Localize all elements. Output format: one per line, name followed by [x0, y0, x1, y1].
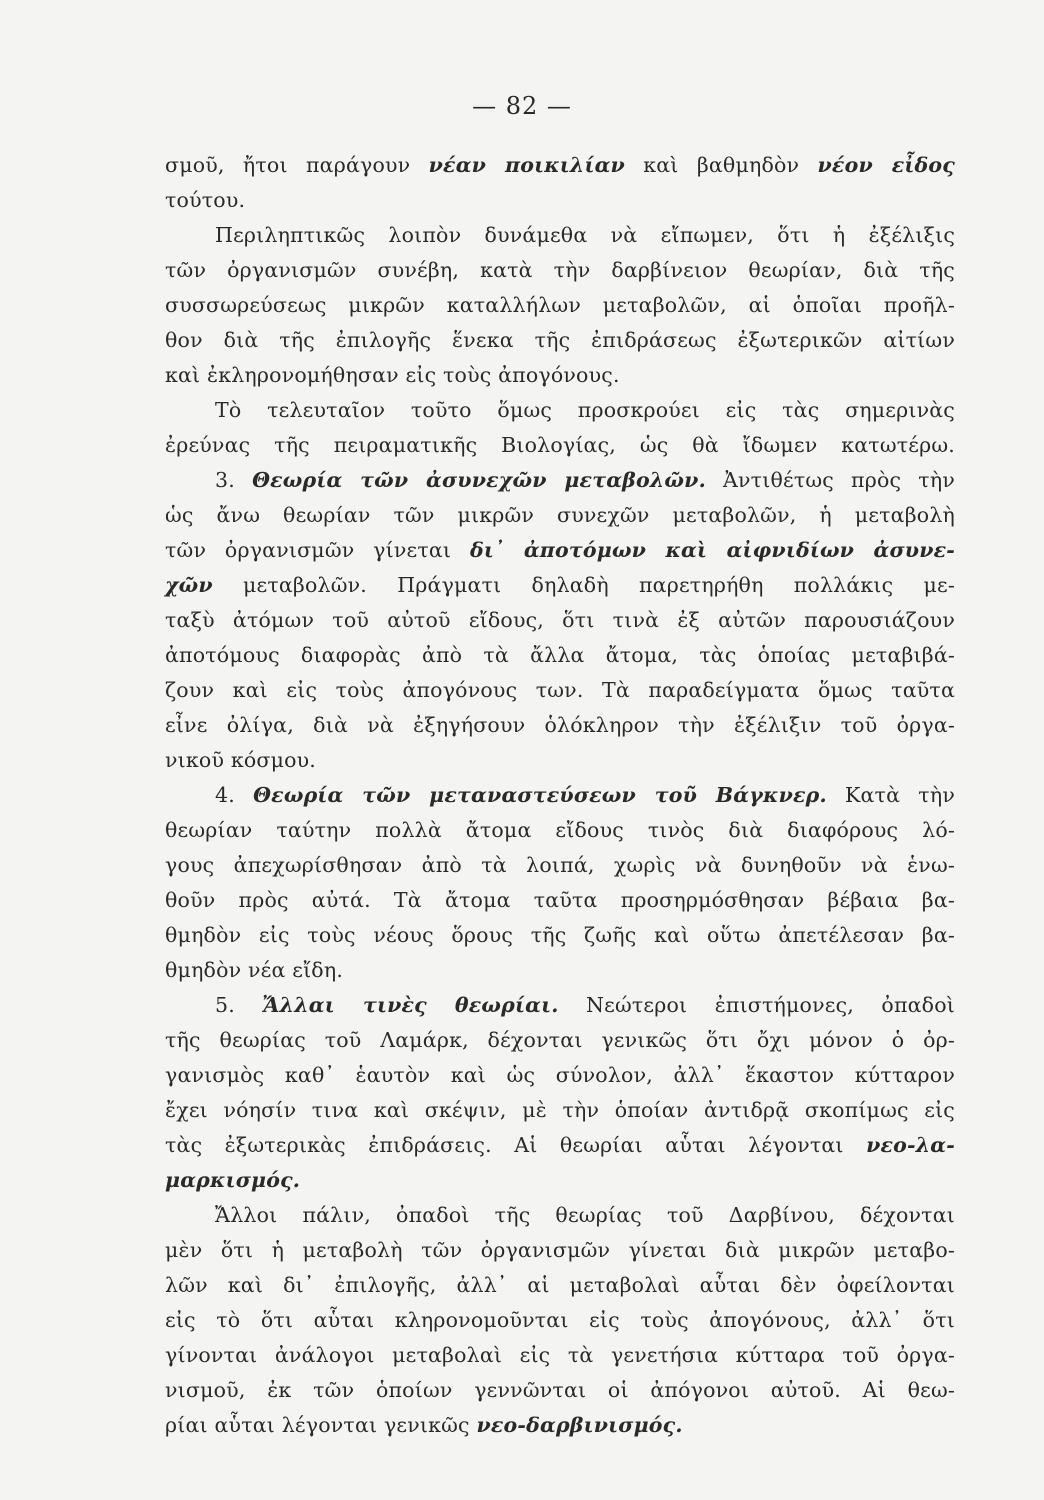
- body-text: [165, 148, 955, 1443]
- text-line: γίνονται ἀνάλογοι μεταβολαὶ εἰς τὰ γενετήσια κύτταρα τοῦ ὀργα-: [165, 1343, 955, 1367]
- text-line: συσσωρεύσεως μικρῶν καταλλήλων μεταβολῶν, αἱ ὁποῖαι προῆλ-: [165, 293, 955, 317]
- text-line: μαρκισμός.: [165, 1168, 301, 1192]
- text-line: θμηδὸν νέα εἴδη.: [165, 958, 344, 982]
- text-line: Ἄλλοι πάλιν, ὀπαδοὶ τῆς θεωρίας τοῦ Δαρβίνου, δέχονται: [215, 1203, 955, 1227]
- text-line: τούτου.: [165, 188, 246, 212]
- text-line: ἀποτόμους διαφορὰς ἀπὸ τὰ ἄλλα ἄτομα, τὰς ὁποίας μεταβιβά-: [165, 643, 955, 667]
- section-heading-4: 4. Θεωρία τῶν μεταναστεύσεων τοῦ Βάγκνερ. Κατὰ τὴν: [215, 783, 955, 807]
- text-line: τὰς ἐξωτερικὰς ἐπιδράσεις. Αἱ θεωρίαι αὗται λέγονται νεο-λα-: [165, 1133, 955, 1157]
- text-line: εἶνε ὀλίγα, διὰ νὰ ἐξηγήσουν ὁλόκληρον τὴν ἐξέλιξιν τοῦ ὀργα-: [165, 713, 955, 737]
- text-line: καὶ ἐκληρονομήθησαν εἰς τοὺς ἀπογόνους.: [165, 363, 620, 387]
- text-line: ὡς ἄνω θεωρίαν τῶν μικρῶν συνεχῶν μεταβολῶν, ἡ μεταβολὴ: [165, 503, 955, 527]
- text-line: Τὸ τελευταῖον τοῦτο ὅμως προσκρούει εἰς τὰς σημερινὰς: [215, 398, 955, 422]
- text-line: τῆς θεωρίας τοῦ Λαμάρκ, δέχονται γενικῶς ὅτι ὄχι μόνον ὁ ὀρ-: [165, 1028, 955, 1052]
- text-line: μὲν ὅτι ἡ μεταβολὴ τῶν ὀργανισμῶν γίνεται διὰ μικρῶν μεταβο-: [165, 1238, 955, 1262]
- text-line: θμηδὸν εἰς τοὺς νέους ὅρους τῆς ζωῆς καὶ οὕτω ἀπετέλεσαν βα-: [165, 923, 955, 947]
- text-line: ζουν καὶ εἰς τοὺς ἀπογόνους των. Τὰ παραδείγματα ὅμως ταῦτα: [165, 678, 955, 702]
- text-line: γανισμὸς καθ᾿ ἑαυτὸν καὶ ὡς σύνολον, ἀλλ᾿ ἕκαστον κύτταρον: [165, 1063, 955, 1087]
- section-heading-3: 3. Θεωρία τῶν ἀσυνεχῶν μεταβολῶν. Ἀντιθέτως πρὸς τὴν: [215, 468, 955, 492]
- page-number: — 82 —: [472, 92, 572, 120]
- text-line: θον διὰ τῆς ἐπιλογῆς ἕνεκα τῆς ἐπιδράσεως ἐξωτερικῶν αἰτίων: [165, 328, 955, 352]
- text-line: ἔχει νόησίν τινα καὶ σκέψιν, μὲ τὴν ὁποίαν ἀντιδρᾷ σκοπίμως εἰς: [165, 1098, 955, 1122]
- text-line: θοῦν πρὸς αὐτά. Τὰ ἄτομα ταῦτα προσηρμόσθησαν βέβαια βα-: [165, 888, 955, 912]
- section-heading-5: 5. Ἄλλαι τινὲς θεωρίαι. Νεώτεροι ἐπιστήμονες, ὀπαδοὶ: [215, 993, 955, 1017]
- text-line: νισμοῦ, ἐκ τῶν ὁποίων γεννῶνται οἱ ἀπόγονοι αὐτοῦ. Αἱ θεω-: [165, 1378, 955, 1402]
- text-line: ρίαι αὗται λέγονται γενικῶς νεο-δαρβινισμός.: [165, 1413, 683, 1437]
- text-line: τῶν ὀργανισμῶν συνέβη, κατὰ τὴν δαρβίνειον θεωρίαν, διὰ τῆς: [165, 258, 955, 282]
- text-line: γους ἀπεχωρίσθησαν ἀπὸ τὰ λοιπά, χωρὶς νὰ δυνηθοῦν νὰ ἑνω-: [165, 853, 955, 877]
- text-line: ἐρεύνας τῆς πειραματικῆς Βιολογίας, ὡς θὰ ἴδωμεν κατωτέρω.: [165, 433, 955, 457]
- text-line: θεωρίαν ταύτην πολλὰ ἄτομα εἴδους τινὸς διὰ διαφόρους λό-: [165, 818, 955, 842]
- text-line: λῶν καὶ δι᾿ ἐπιλογῆς, ἀλλ᾿ αἱ μεταβολαὶ αὗται δὲν ὀφείλονται: [165, 1273, 955, 1297]
- text-line: τῶν ὀργανισμῶν γίνεται δι᾿ ἀποτόμων καὶ αἰφνιδίων ἀσυνε-: [165, 538, 956, 562]
- text-line: ταξὺ ἀτόμων τοῦ αὐτοῦ εἴδους, ὅτι τινὰ ἐξ αὐτῶν παρουσιάζουν: [165, 608, 955, 632]
- text-line: εἰς τὸ ὅτι αὗται κληρονομοῦνται εἰς τοὺς ἀπογόνους, ἀλλ᾿ ὅτι: [165, 1308, 955, 1332]
- text-line: σμοῦ, ἤτοι παράγουν νέαν ποικιλίαν καὶ βαθμηδὸν νέον εἶδος: [165, 153, 955, 177]
- text-line: χῶν μεταβολῶν. Πράγματι δηλαδὴ παρετηρήθη πολλάκις με-: [165, 573, 955, 597]
- text-line: Περιληπτικῶς λοιπὸν δυνάμεθα νὰ εἴπωμεν, ὅτι ἡ ἐξέλιξις: [215, 223, 955, 247]
- text-line: νικοῦ κόσμου.: [165, 748, 317, 772]
